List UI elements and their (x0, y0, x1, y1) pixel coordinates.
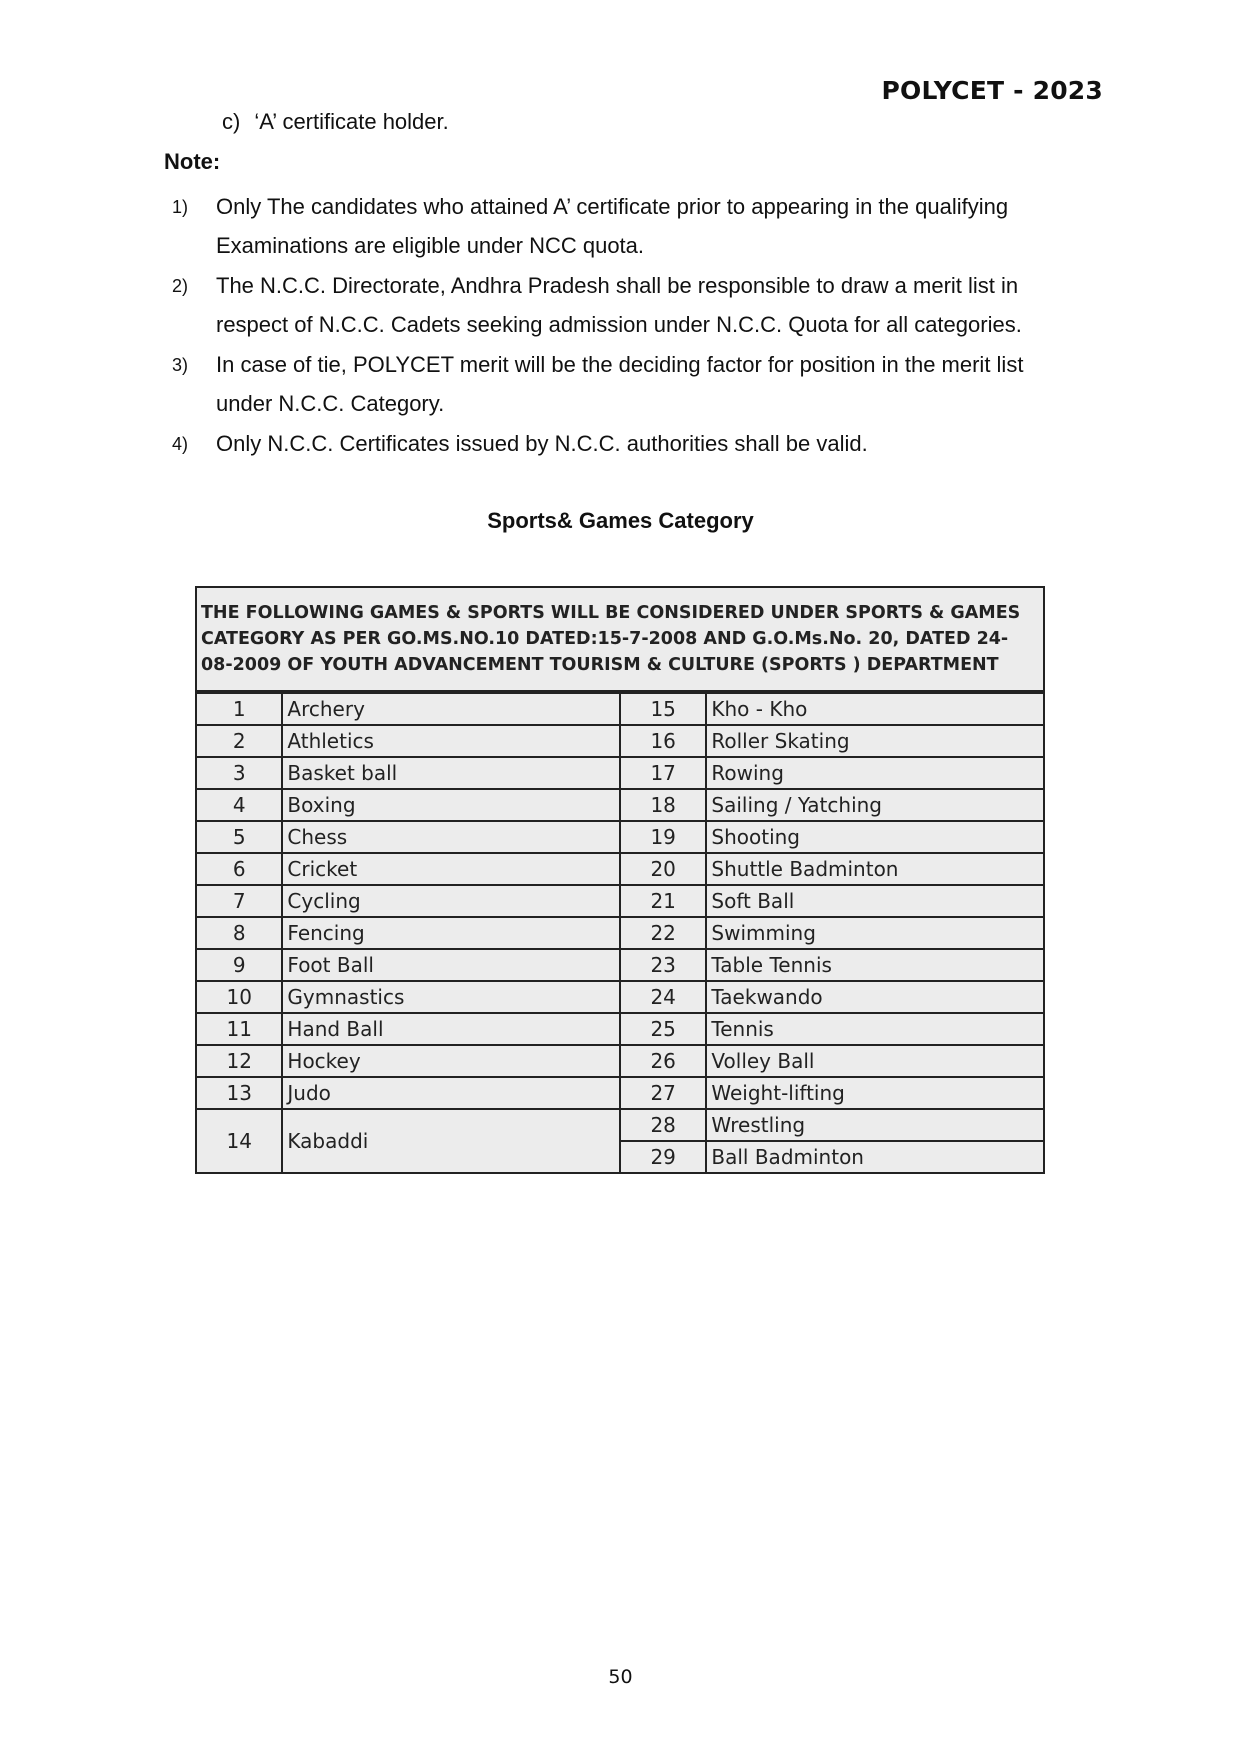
note-item (172, 187, 1072, 265)
table-cell-number: 14 (196, 1109, 282, 1173)
table-cell-number: 5 (196, 821, 282, 853)
table-cell-number: 20 (620, 853, 706, 885)
table-cell-sport: Fencing (282, 917, 620, 949)
table-cell-sport: Basket ball (282, 757, 620, 789)
table-row (196, 1109, 1044, 1141)
table-cell-number: 17 (620, 757, 706, 789)
table-cell-sport: Shooting (706, 821, 1044, 853)
table-cell-sport: Table Tennis (706, 949, 1044, 981)
table-cell-number: 11 (196, 1013, 282, 1045)
section-title: Sports& Games Category (487, 508, 754, 533)
table-cell-sport: Foot Ball (282, 949, 620, 981)
table-cell-number: 28 (620, 1109, 706, 1141)
table-cell-sport: Shuttle Badminton (706, 853, 1044, 885)
table-cell-number: 12 (196, 1045, 282, 1077)
table-row (196, 949, 1044, 981)
table-cell-number: 15 (620, 692, 706, 725)
table-cell-number: 3 (196, 757, 282, 789)
table-cell-sport: Cycling (282, 885, 620, 917)
table-cell-number: 9 (196, 949, 282, 981)
note-heading: Note: (164, 149, 221, 174)
table-cell-sport: Boxing (282, 789, 620, 821)
list-item-c-text: ‘A’ certificate holder. (254, 109, 449, 134)
table-cell-sport: Wrestling (706, 1109, 1044, 1141)
table-cell-sport: Hockey (282, 1045, 620, 1077)
table-cell-number: 4 (196, 789, 282, 821)
note-item-number: 2) (172, 276, 189, 296)
table-cell-sport: Weight-lifting (706, 1077, 1044, 1109)
table-cell-sport: Rowing (706, 757, 1044, 789)
table-cell-sport: Soft Ball (706, 885, 1044, 917)
table-cell-sport: Athletics (282, 725, 620, 757)
sports-games-table (195, 586, 1045, 1174)
table-cell-number: 2 (196, 725, 282, 757)
table-row (196, 1045, 1044, 1077)
table-row (196, 1013, 1044, 1045)
table-cell-sport: Roller Skating (706, 725, 1044, 757)
table-cell-number: 24 (620, 981, 706, 1013)
table-cell-number: 7 (196, 885, 282, 917)
table-row (196, 757, 1044, 789)
table-row (196, 725, 1044, 757)
note-item-number: 3) (172, 355, 189, 375)
table-cell-sport: Taekwando (706, 981, 1044, 1013)
note-item-number: 4) (172, 434, 189, 454)
table-cell-number: 27 (620, 1077, 706, 1109)
table-cell-number: 25 (620, 1013, 706, 1045)
note-item-text: The N.C.C. Directorate, Andhra Pradesh shall be responsible to draw a merit list in respect of N.C.C. Cadets seeking admission under N.C.C. Quota for all categories. (216, 273, 1022, 337)
table-cell-number: 1 (196, 692, 282, 725)
note-list (172, 187, 1072, 465)
table-cell-sport: Judo (282, 1077, 620, 1109)
table-cell-number: 21 (620, 885, 706, 917)
table-cell-number: 10 (196, 981, 282, 1013)
table-cell-number: 16 (620, 725, 706, 757)
table-cell-number: 18 (620, 789, 706, 821)
table-cell-number: 19 (620, 821, 706, 853)
table-row (196, 853, 1044, 885)
table-cell-sport: Archery (282, 692, 620, 725)
table-row (196, 885, 1044, 917)
table-row (196, 981, 1044, 1013)
table-cell-number: 13 (196, 1077, 282, 1109)
table-row (196, 821, 1044, 853)
table-cell-number: 6 (196, 853, 282, 885)
table-row (196, 1077, 1044, 1109)
table-cell-sport: Kho - Kho (706, 692, 1044, 725)
table-cell-sport: Sailing / Yatching (706, 789, 1044, 821)
page-header-title: POLYCET - 2023 (881, 76, 1103, 105)
table-cell-sport: Volley Ball (706, 1045, 1044, 1077)
note-item (172, 345, 1072, 423)
table-cell-sport: Kabaddi (282, 1109, 620, 1173)
table-row (196, 692, 1044, 725)
note-item (172, 266, 1072, 344)
table-row (196, 789, 1044, 821)
table-cell-sport: Cricket (282, 853, 620, 885)
table-cell-number: 23 (620, 949, 706, 981)
table-cell-sport: Hand Ball (282, 1013, 620, 1045)
list-item-c (222, 109, 449, 135)
table-cell-number: 22 (620, 917, 706, 949)
table-cell-sport: Gymnastics (282, 981, 620, 1013)
table-cell-number: 29 (620, 1141, 706, 1173)
note-item-text: Only N.C.C. Certificates issued by N.C.C. authorities shall be valid. (216, 431, 868, 456)
table-header: THE FOLLOWING GAMES & SPORTS WILL BE CONSIDERED UNDER SPORTS & GAMES CATEGORY AS PER GO.MS.NO.10 DATED:15-7-2008 AND G.O.Ms.No. 20, DATED 24-08-2009 OF YOUTH ADVANCEMENT TOURISM & CULTURE (SPORTS ) DEPARTMENT (196, 587, 1044, 692)
table-cell-sport: Tennis (706, 1013, 1044, 1045)
table-cell-sport: Chess (282, 821, 620, 853)
table-cell-sport: Ball Badminton (706, 1141, 1044, 1173)
note-item-number: 1) (172, 197, 189, 217)
page-number: 50 (608, 1666, 633, 1688)
table-cell-number: 8 (196, 917, 282, 949)
list-item-c-label: c) (222, 109, 241, 134)
table-cell-sport: Swimming (706, 917, 1044, 949)
note-item-text: In case of tie, POLYCET merit will be the deciding factor for position in the merit list under N.C.C. Category. (216, 352, 1024, 416)
note-item-text: Only The candidates who attained A’ certificate prior to appearing in the qualifying Examinations are eligible under NCC quota. (216, 194, 1009, 258)
table-row (196, 917, 1044, 949)
note-item (172, 424, 1072, 464)
table-cell-number: 26 (620, 1045, 706, 1077)
